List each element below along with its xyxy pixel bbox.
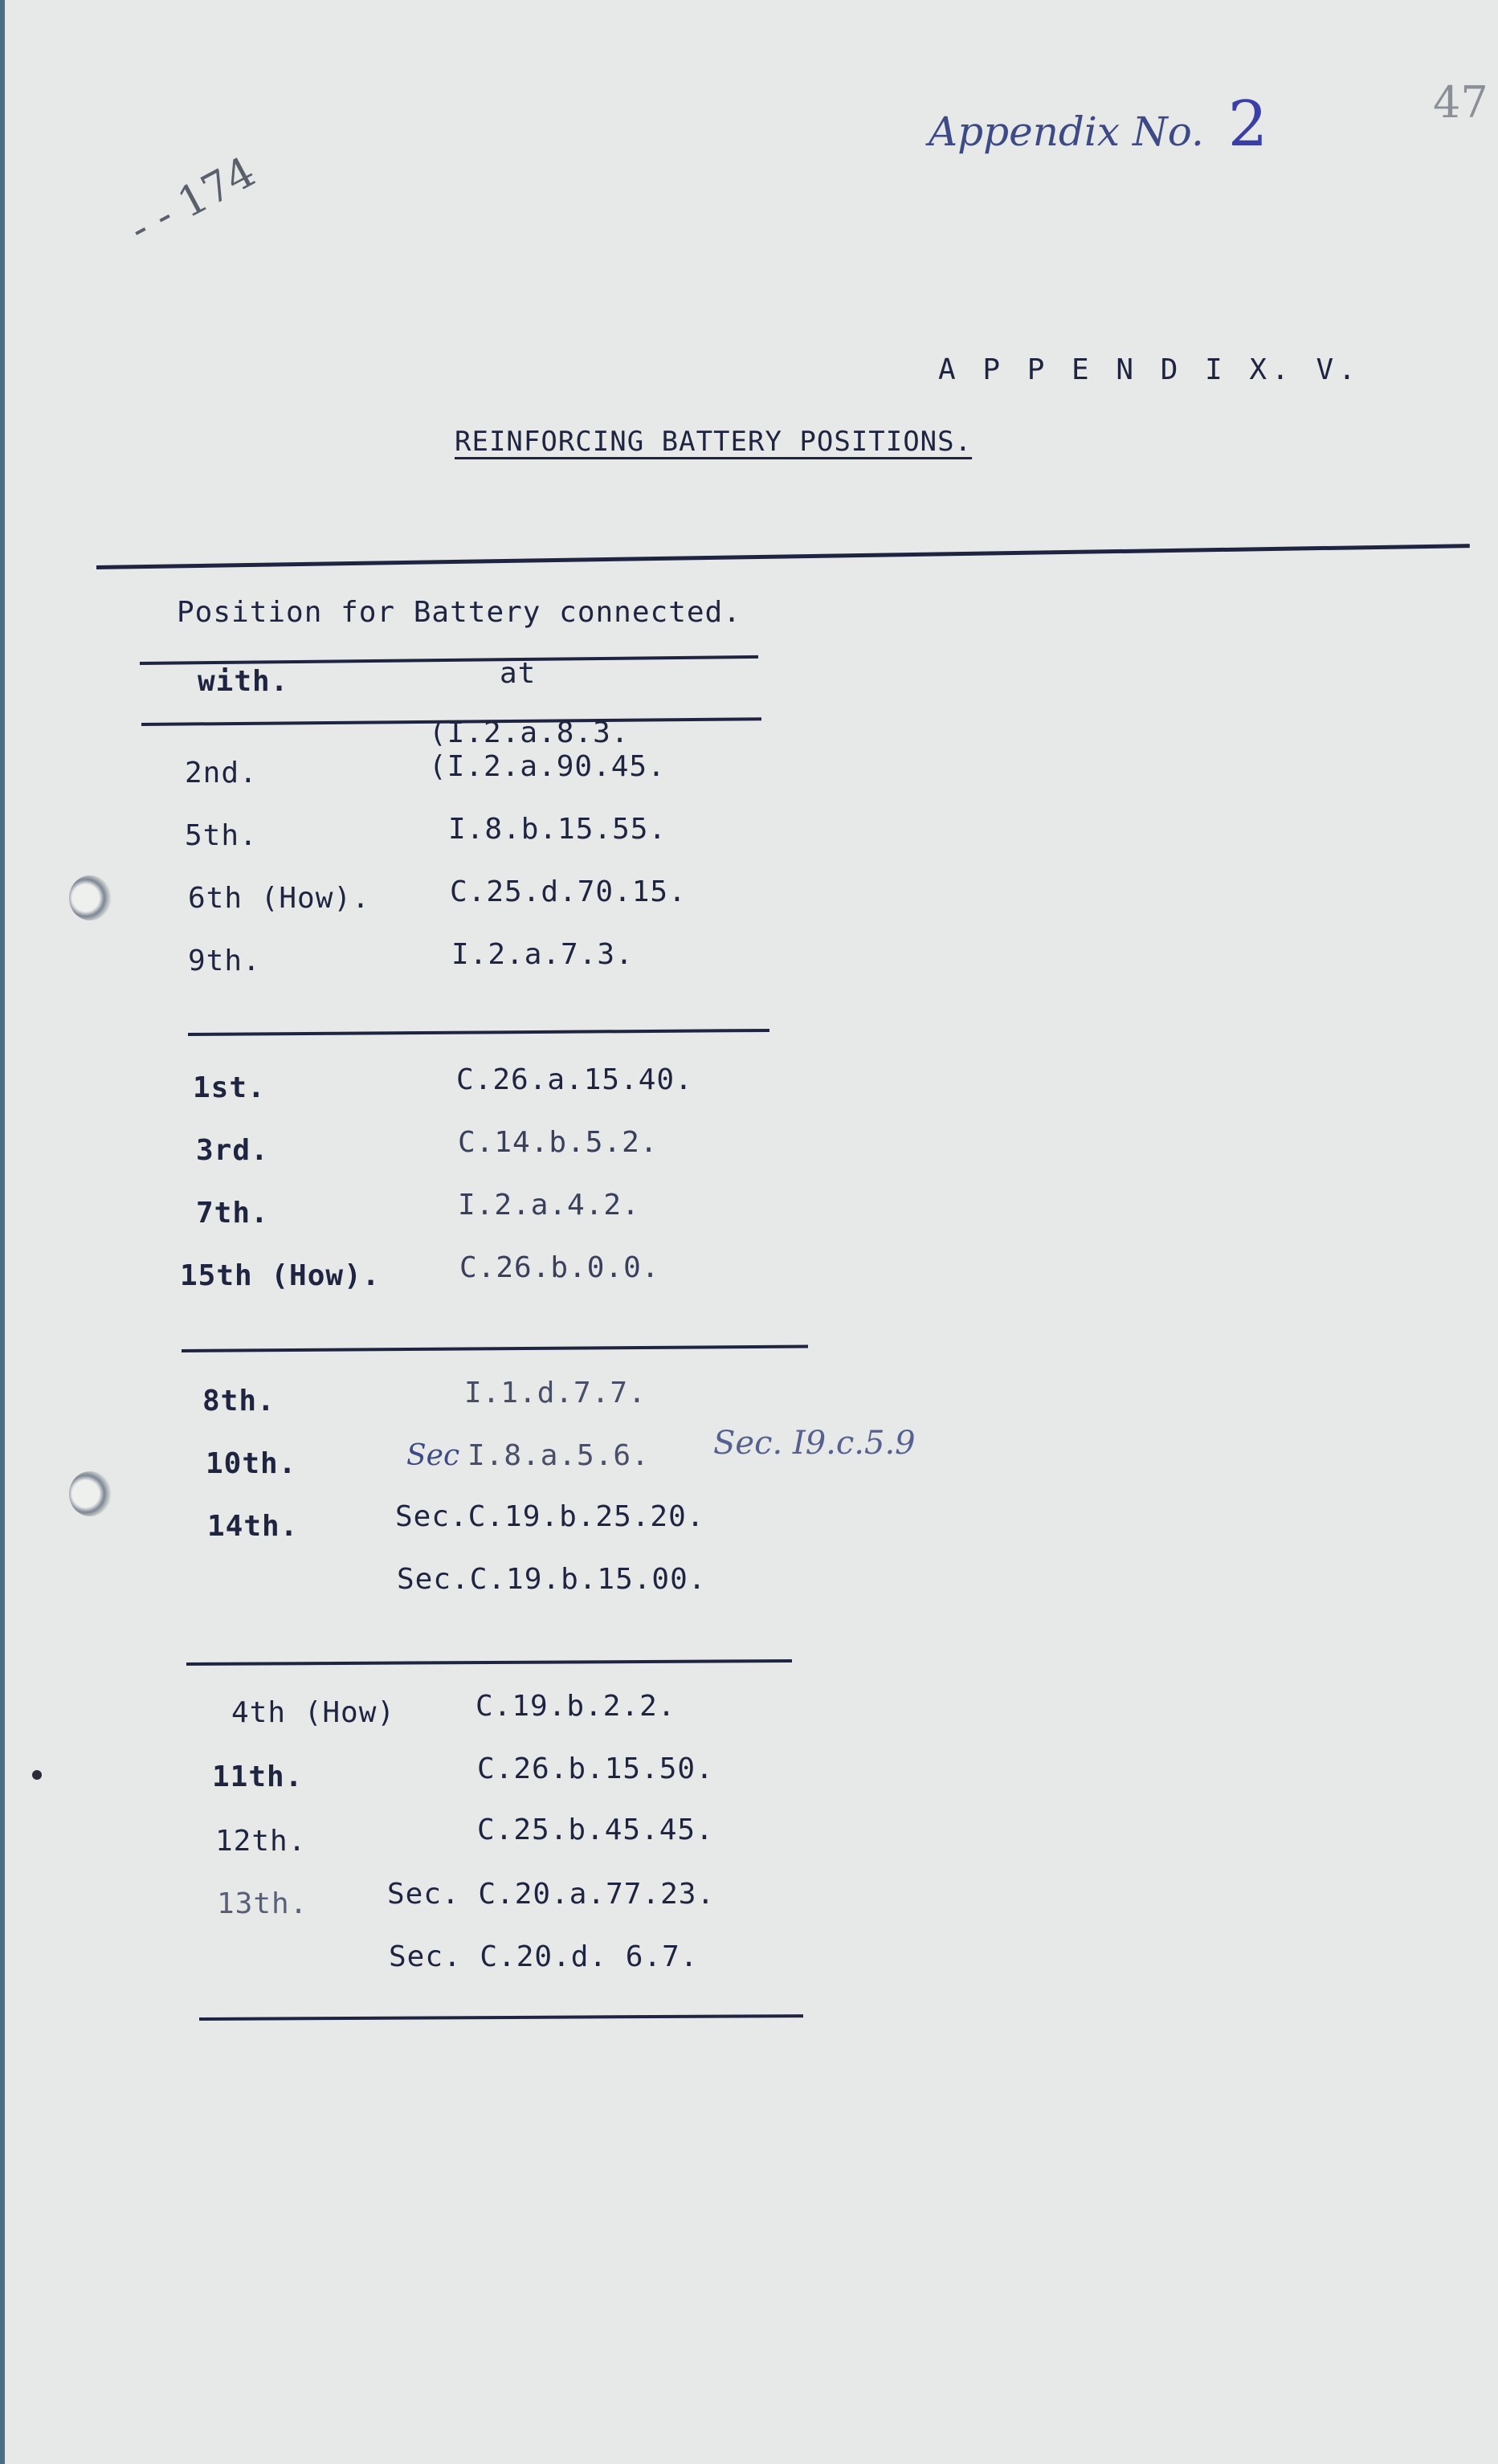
group-divider [188, 1029, 769, 1036]
group-divider [186, 1659, 792, 1666]
handwritten-sec-prefix: Sec [406, 1439, 460, 1472]
punch-hole-bottom [69, 1471, 111, 1516]
table-bottom-rule [199, 2014, 803, 2021]
battery-name: 1st. [193, 1071, 266, 1104]
battery-name: 7th. [196, 1197, 269, 1230]
battery-name: 8th. [202, 1385, 276, 1418]
appendix-stamp [929, 88, 1267, 161]
battery-position: C.14.b.5.2. [458, 1126, 659, 1159]
battery-position: I.8.b.15.55. [448, 813, 667, 846]
punch-hole-top [69, 875, 111, 920]
battery-position: C.25.d.70.15. [450, 875, 687, 908]
battery-position: C.26.b.15.50. [477, 1752, 714, 1785]
folio-number-text: 174 [169, 148, 263, 228]
corner-number: 47 [1433, 77, 1488, 128]
folio-number [122, 148, 263, 254]
battery-name: 15th (How). [180, 1259, 381, 1292]
battery-position: (I.2.a.90.45. [429, 750, 666, 783]
battery-position: C.26.a.15.40. [456, 1063, 693, 1096]
column-header-at: at [500, 657, 537, 690]
folio-dashes-icon: - - [121, 191, 182, 254]
battery-position: (I.2.a.8.3. [429, 716, 630, 749]
battery-position: C.19.b.2.2. [476, 1690, 676, 1723]
handwritten-note: Sec. I9.c.5.9 [713, 1425, 916, 1462]
battery-position: C.25.b.45.45. [477, 1813, 714, 1846]
battery-position: Sec.C.19.b.15.00. [397, 1563, 707, 1596]
document-page [5, 0, 1498, 2464]
battery-position: I.2.a.7.3. [451, 938, 634, 971]
header-divider [96, 544, 1470, 569]
battery-position: Sec.C.19.b.25.20. [395, 1500, 705, 1533]
battery-name: 13th. [217, 1887, 308, 1920]
battery-name: 5th. [185, 819, 258, 852]
table-header-rule-top [140, 655, 758, 665]
battery-name: 11th. [212, 1760, 304, 1793]
appendix-title: A P P E N D I X. V. [938, 353, 1361, 386]
main-title: REINFORCING BATTERY POSITIONS. [455, 426, 973, 458]
battery-name: 9th. [188, 944, 261, 977]
battery-position: I.8.a.5.6. [467, 1439, 650, 1472]
ink-dot [32, 1770, 42, 1780]
battery-name: 2nd. [185, 757, 258, 789]
appendix-stamp-number: 2 [1227, 88, 1268, 161]
battery-name: 12th. [215, 1825, 307, 1858]
battery-name: 10th. [206, 1447, 297, 1480]
battery-name: 14th. [207, 1510, 299, 1543]
appendix-stamp-label: Appendix No. [929, 108, 1204, 155]
battery-name: 6th (How). [188, 882, 370, 915]
group-divider [182, 1345, 808, 1352]
table-header-line1: Position for Battery connected. [177, 596, 741, 629]
battery-name: 3rd. [196, 1134, 269, 1167]
battery-position: C.26.b.0.0. [459, 1251, 660, 1284]
battery-position: Sec. C.20.d. 6.7. [389, 1940, 699, 1973]
battery-name: 4th (How) [231, 1696, 396, 1729]
battery-position: I.2.a.4.2. [458, 1189, 640, 1222]
battery-position: I.1.d.7.7. [464, 1377, 647, 1409]
column-header-with: with. [198, 665, 289, 698]
battery-position: Sec. C.20.a.77.23. [387, 1878, 716, 1911]
